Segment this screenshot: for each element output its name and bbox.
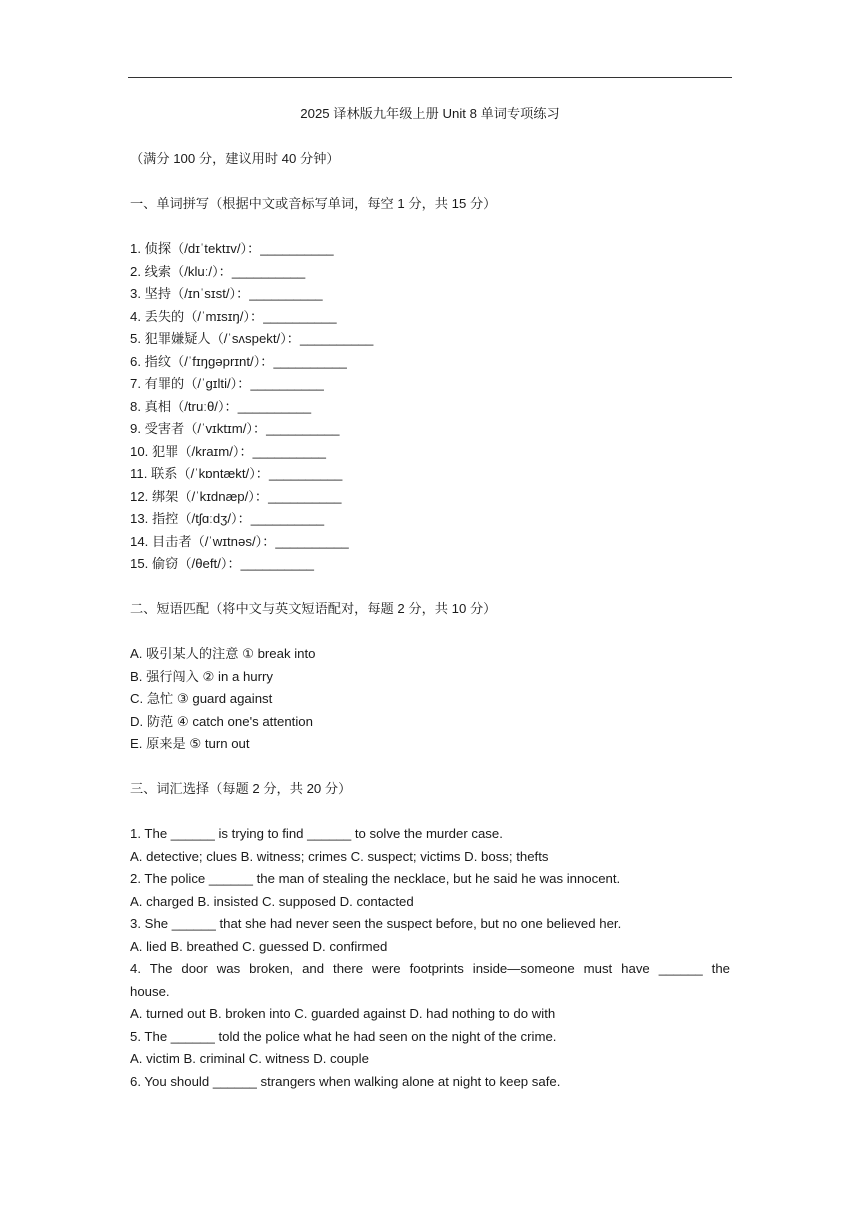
question-3: 3. She ______ that she had never seen the suspect before, but no one believed her. — [130, 916, 622, 931]
options-5: A. victim B. criminal C. witness D. couple — [130, 1051, 369, 1066]
spelling-item: 4. 丢失的（/ˈmɪsɪŋ/）：__________ — [130, 308, 337, 324]
spelling-item: 6. 指纹（/ˈfɪŋɡəprɪnt/）：__________ — [130, 353, 347, 369]
options-1: A. detective; clues B. witness; crimes C. suspect; victims D. boss; thefts — [130, 848, 549, 864]
spelling-item: 12. 绑架（/ˈkɪdnæp/）：__________ — [130, 488, 342, 504]
spelling-item: 14. 目击者（/ˈwɪtnəs/）：__________ — [130, 533, 349, 549]
spelling-item: 9. 受害者（/ˈvɪktɪm/）：__________ — [130, 421, 340, 436]
spelling-item: 11. 联系（/ˈkɒntækt/）：__________ — [130, 466, 343, 481]
options-4: A. turned out B. broken into C. guarded against D. had nothing to do with — [130, 1006, 556, 1021]
score-note: （满分 100 分，建议用时 40 分钟） — [130, 151, 340, 166]
spelling-item: 2. 线索（/kluː/）：__________ — [130, 263, 306, 279]
matching-item: D. 防范 ④ catch one's attention — [130, 713, 313, 729]
spelling-item: 5. 犯罪嫌疑人（/ˈsʌspekt/）：__________ — [130, 331, 374, 346]
spelling-item: 13. 指控（/tʃɑːdʒ/）：__________ — [130, 511, 325, 526]
matching-item: C. 急忙 ③ guard against — [130, 691, 273, 706]
question-4-line-1: 4. The door was broken, and there were footprints inside—someone must have ______ the — [130, 961, 730, 976]
spelling-item: 10. 犯罪（/kraɪm/）：__________ — [130, 443, 327, 459]
options-2: A. charged B. insisted C. supposed D. contacted — [130, 893, 414, 909]
options-3: A. lied B. breathed C. guessed D. confirmed — [130, 938, 388, 954]
spelling-item: 3. 坚持（/ɪnˈsɪst/）：__________ — [130, 286, 323, 301]
matching-item: A. 吸引某人的注意 ① break into — [130, 646, 316, 661]
question-4-line-2: house. — [130, 983, 170, 999]
matching-item: B. 强行闯入 ② in a hurry — [130, 668, 273, 684]
matching-item: E. 原来是 ⑤ turn out — [130, 736, 250, 751]
question-6: 6. You should ______ strangers when walking alone at night to keep safe. — [130, 1073, 561, 1089]
section1-heading: 一、单词拼写（根据中文或音标写单词，每空 1 分，共 15 分） — [130, 196, 497, 211]
question-5: 5. The ______ told the police what he had seen on the night of the crime. — [130, 1028, 557, 1044]
header-rule — [128, 77, 732, 78]
section2-heading: 二、短语匹配（将中文与英文短语配对，每题 2 分，共 10 分） — [130, 601, 497, 616]
question-1: 1. The ______ is trying to find ______ to solve the murder case. — [130, 826, 503, 841]
spelling-item: 8. 真相（/truːθ/）：__________ — [130, 398, 312, 414]
spelling-item: 1. 侦探（/dɪˈtektɪv/）：__________ — [130, 241, 334, 256]
page-title: 2025 译林版九年级上册 Unit 8 单词专项练习 — [300, 106, 560, 121]
section3-heading: 三、词汇选择（每题 2 分，共 20 分） — [130, 781, 352, 796]
spelling-item: 15. 偷窃（/θeft/）：__________ — [130, 556, 315, 571]
question-2: 2. The police ______ the man of stealing the necklace, but he said he was innocent. — [130, 871, 621, 886]
worksheet — [130, 104, 730, 1093]
spelling-item: 7. 有罪的（/ˈɡɪlti/）：__________ — [130, 376, 324, 391]
